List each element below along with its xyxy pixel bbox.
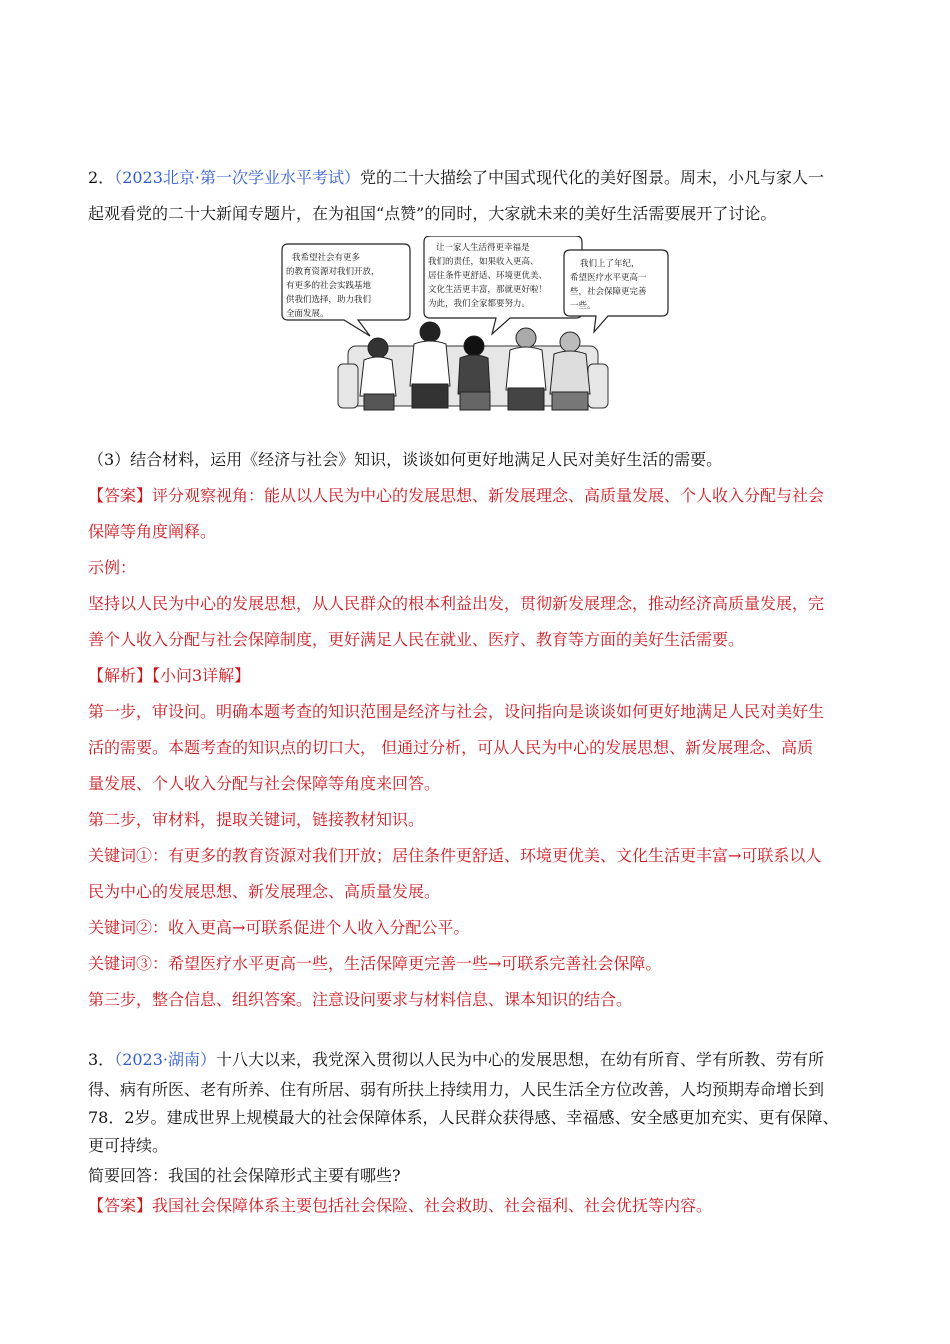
bubble-left-line-3: 有更多的社会实践基地	[286, 281, 372, 291]
father-figure	[410, 322, 450, 408]
q2-keyword1-line-2: 民为中心的发展思想、新发展理念、高质量发展。	[88, 882, 441, 901]
q2-step2: 第二步，审材料，提取关键词，链接教材知识。	[88, 810, 425, 829]
q2-answer-line-2: 保障等角度阐释。	[88, 522, 217, 541]
q2-step1-line-2: 活的需要。本题考查的知识点的切口大， 但通过分析，可从人民为中心的发展思想、新发展理念、高质	[88, 738, 814, 757]
q2-step1-line-3: 量发展、个人收入分配与社会保障等角度来回答。	[88, 774, 441, 793]
q3-number: 3．	[88, 1050, 115, 1069]
q3-stem-line-2: 得、病有所医、老有所养、住有所居、弱有所扶上持续用力，人民生活全方位改善，人均预期寿命增长到	[88, 1080, 825, 1099]
bubble-middle-line-2: 我们的责任，如果收入更高、	[428, 257, 539, 267]
q2-stem-line-2: 起观看党的二十大新闻专题片，在为祖国“点赞”的同时，大家就未来的美好生活需要展开了讨论。	[88, 204, 777, 223]
bubble-left-line-1: 我希望社会有更多	[292, 253, 361, 263]
bubble-middle-line-4: 文化生活更丰富，那就更好啦！	[428, 285, 548, 295]
q2-example-line-1: 坚持以人民为中心的发展思想，从人民群众的根本利益出发，贯彻新发展理念，推动经济高质量发展，完	[88, 594, 825, 613]
family-discussion-illustration	[278, 236, 670, 416]
q3-question: 简要回答：我国的社会保障形式主要有哪些?	[88, 1166, 401, 1185]
q2-source: （2023北京·第一次学业水平考试）	[114, 168, 360, 187]
bubble-right-line-2: 希望医疗水平更高一	[570, 273, 647, 283]
q2-step3: 第三步，整合信息、组织答案。注意设问要求与材料信息、课本知识的结合。	[88, 990, 633, 1009]
q3-stem-line-3: 78．2岁。建成世界上规模最大的社会保障体系，人民群众获得感、幸福感、安全感更加充实、更有保障、	[88, 1108, 839, 1127]
q2-keyword2: 关键词②：收入更高→可联系促进个人收入分配公平。	[88, 918, 470, 937]
q3-stem-line-4: 更可持续。	[88, 1136, 169, 1155]
q3-stem-line-1	[88, 1050, 862, 1070]
q3-answer: 【答案】我国社会保障体系主要包括社会保险、社会救助、社会福利、社会优抚等内容。	[88, 1196, 713, 1215]
q2-number: 2．	[88, 168, 115, 187]
bubble-right-line-4: 一些。	[570, 301, 596, 311]
bubble-left-line-2: 的教育资源对我们开放，	[286, 267, 380, 277]
bubble-middle-line-1: 让一家人生活得更幸福是	[436, 243, 530, 253]
bubble-right-line-1: 我们上了年纪，	[580, 259, 640, 269]
bubble-middle-line-5: 为此，我们全家都要努力。	[428, 299, 531, 309]
q2-example-line-2: 善个人收入分配与社会保障制度，更好满足人民在就业、医疗、教育等方面的美好生活需要。	[88, 630, 745, 649]
q2-keyword3: 关键词③：希望医疗水平更高一些，生活保障更完善一些→可联系完善社会保障。	[88, 954, 662, 973]
q2-subquestion-3: （3）结合材料，运用《经济与社会》知识，谈谈如何更好地满足人民对美好生活的需要。	[88, 450, 723, 469]
grandfather-figure	[506, 328, 546, 410]
q2-example-label: 示例：	[88, 558, 137, 577]
bubble-right-line-3: 些，社会保障更完善	[570, 287, 647, 297]
bubble-left-line-5: 全面发展。	[286, 309, 329, 319]
q3-stem-text-1: 十八大以来，我党深入贯彻以人民为中心的发展思想，在幼有所育、学有所教、劳有所	[216, 1050, 825, 1069]
grandmother-figure	[550, 332, 590, 410]
bubble-middle-line-3: 居住条件更舒适、环境更优美、	[428, 271, 548, 281]
q2-analysis-label: 【解析】【小问3详解】	[88, 666, 251, 685]
q2-keyword1-line-1: 关键词①：有更多的教育资源对我们开放；居住条件更舒适、环境更优美、文化生活更丰富→可联系以人	[88, 846, 822, 865]
q2-step1-line-1: 第一步，审设问。明确本题考查的知识范围是经济与社会，设问指向是谈谈如何更好地满足人民对美好生	[88, 702, 825, 721]
bubble-left-line-4: 供我们选择，助力我们	[286, 295, 372, 305]
q2-stem-text-1: 党的二十大描绘了中国式现代化的美好图景。周末，小凡与家人一	[360, 168, 825, 187]
q2-stem-line-1	[88, 168, 862, 188]
q3-source: （2023·湖南）	[114, 1050, 216, 1069]
q2-answer-line-1: 【答案】评分观察视角：能从以人民为中心的发展思想、新发展理念、高质量发展、个人收入分配与社会	[88, 486, 825, 505]
